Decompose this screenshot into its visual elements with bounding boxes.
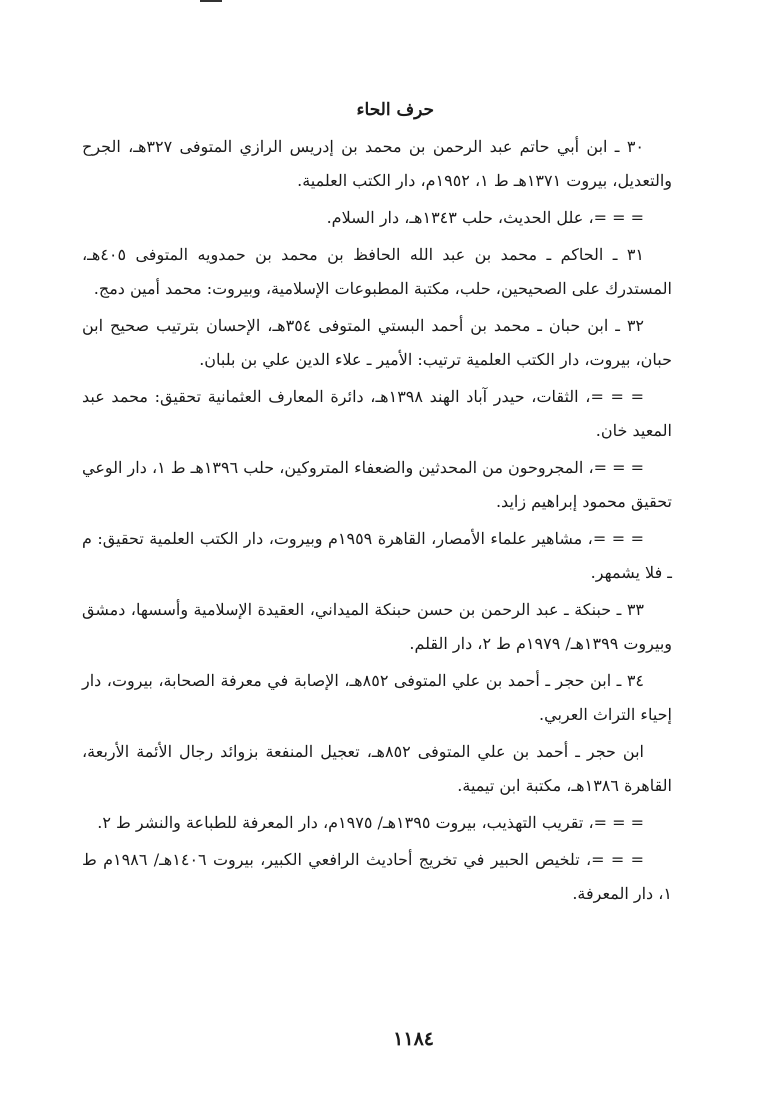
entry-text: ٣٠ ـ ابن أبي حاتم عبد الرحمن بن محمد بن إدريس الرازي المتوفى ٣٢٧هـ، الجرح والتعديل، بيروت ١٣٧١هـ ط ١، ١٩٥٢م، دار الكتب العلمية.	[82, 137, 672, 190]
entry-text: = = =، المجروحون من المحدثين والضعفاء المتروكين، حلب ١٣٩٦هـ ط ١، دار الوعي تحقيق محمود إبراهيم زايد.	[82, 458, 672, 511]
bibliography-entry	[82, 309, 672, 377]
entry-text: ٣٤ ـ ابن حجر ـ أحمد بن علي المتوفى ٨٥٢هـ، الإصابة في معرفة الصحابة، بيروت، دار إحياء التراث العربي.	[82, 671, 672, 724]
section-heading: حرف الحاء	[356, 100, 434, 120]
bibliography-entry	[82, 380, 672, 448]
scan-mark	[200, 0, 222, 2]
bibliography-entry	[82, 130, 672, 198]
bibliography-entry	[82, 735, 672, 803]
bibliography-entry	[82, 593, 672, 661]
entry-text: = = =، تلخيص الحبير في تخريج أحاديث الرافعي الكبير، بيروت ١٤٠٦هـ/ ١٩٨٦م ط ١، دار المعرفة.	[82, 850, 672, 903]
page-number: ١١٨٤	[393, 1028, 434, 1050]
bibliography-entry	[82, 664, 672, 732]
bibliography-entry	[82, 451, 672, 519]
bibliography-list	[82, 130, 672, 914]
entry-text: ٣١ ـ الحاكم ـ محمد بن عبد الله الحافظ بن محمد بن حمدويه المتوفى ٤٠٥هـ، المستدرك على الصحيحين، حلب، مكتبة المطبوعات الإسلامية، وبيروت: محمد أمين دمج.	[82, 245, 672, 298]
entry-text: = = =، تقريب التهذيب، بيروت ١٣٩٥هـ/ ١٩٧٥م، دار المعرفة للطباعة والنشر ط ٢.	[97, 813, 644, 832]
entry-text: ابن حجر ـ أحمد بن علي المتوفى ٨٥٢هـ، تعجيل المنفعة بزوائد رجال الأئمة الأربعة، القاهرة ١٣٨٦هـ، مكتبة ابن تيمية.	[82, 742, 672, 795]
bibliography-entry	[82, 806, 672, 840]
entry-text: = = =، مشاهير علماء الأمصار، القاهرة ١٩٥٩م وبيروت، دار الكتب العلمية تحقيق: م ـ فلا يشمهر.	[82, 529, 672, 582]
bibliography-entry	[82, 201, 672, 235]
entry-text: ٣٢ ـ ابن حبان ـ محمد بن أحمد البستي المتوفى ٣٥٤هـ، الإحسان بترتيب صحيح ابن حبان، بيروت، دار الكتب العلمية ترتيب: الأمير ـ علاء الدين علي بن بلبان.	[82, 316, 672, 369]
bibliography-entry	[82, 522, 672, 590]
bibliography-entry	[82, 843, 672, 911]
entry-text: ٣٣ ـ حبنكة ـ عبد الرحمن بن حسن حبنكة الميداني، العقيدة الإسلامية وأسسها، دمشق وبيروت ١٣٩٩هـ/ ١٩٧٩م ط ٢، دار القلم.	[82, 600, 672, 653]
bibliography-entry	[82, 238, 672, 306]
entry-text: = = =، الثقات، حيدر آباد الهند ١٣٩٨هـ، دائرة المعارف العثمانية تحقيق: محمد عبد المعيد خان.	[82, 387, 672, 440]
entry-text: = = =، علل الحديث، حلب ١٣٤٣هـ، دار السلام.	[326, 208, 644, 227]
